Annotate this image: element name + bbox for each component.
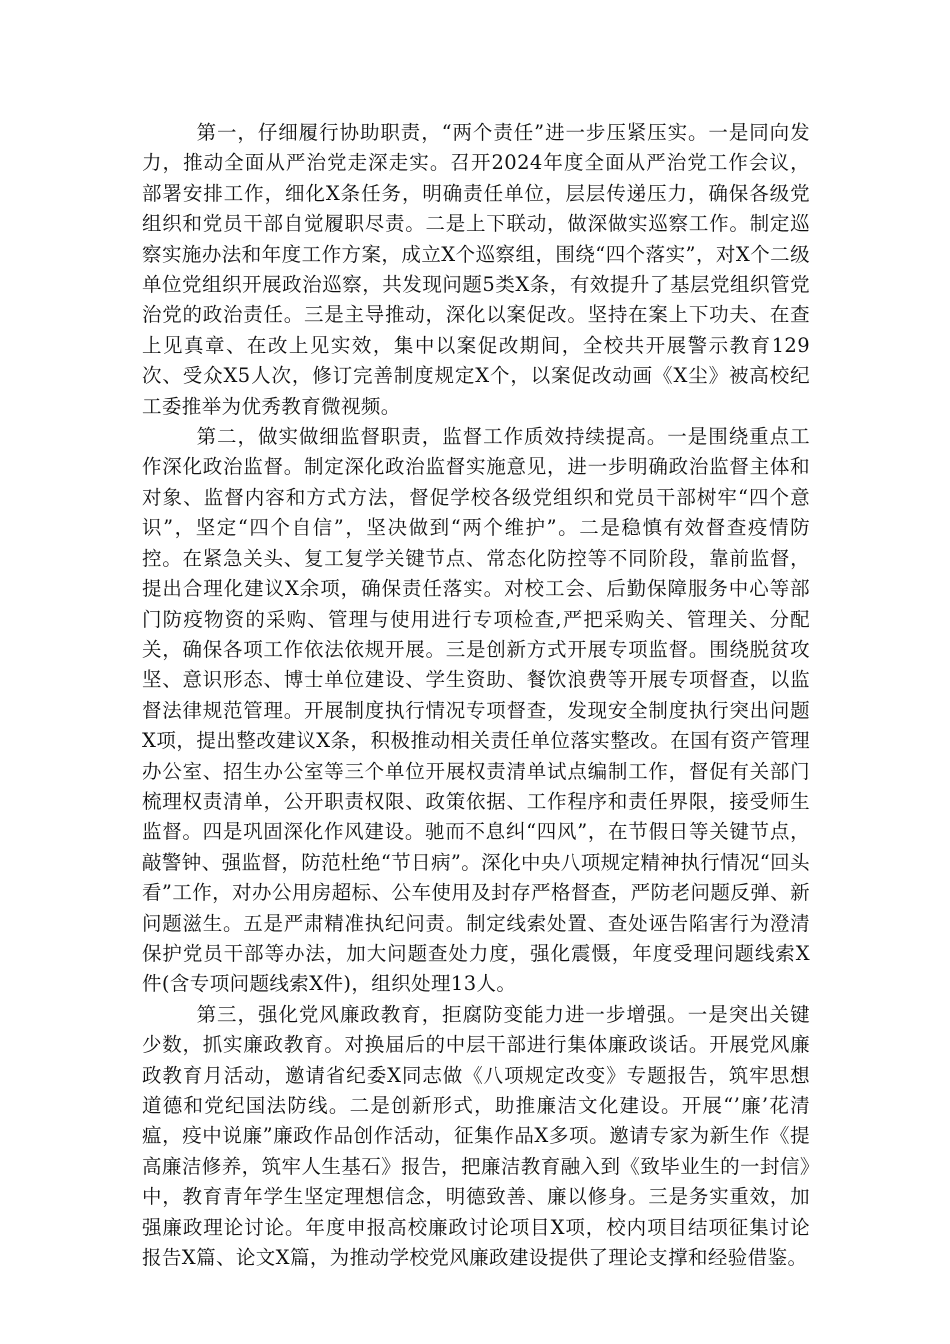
paragraph-third-education: 第三，强化党风廉政教育，拒腐防变能力进一步增强。一是突出关键少数，抓实廉政教育。对换届后的中层干部进行集体廉政谈话。开展党风廉政教育月活动，邀请省纪委X同志做《八项规定改变》专题报告，筑牢思想道德和党纪国法防线。二是创新形式，助推廉洁文化建设。开展“’廉’花清瘟，疫中说廉”廉政作品创作活动，征集作品X多项。邀请专家为新生作《提高廉洁修养，筑牢人生基石》报告，把廉洁教育融入到《致毕业生的一封信》中，教育青年学生坚定理想信念，明德致善、廉以修身。三是务实重效，加强廉政理论讨论。年度申报高校廉政讨论项目X项，校内项目结项征集讨论报告X篇、论文X篇，为推动学校党风廉政建设提供了理论支撑和经验借鉴。 (142, 1002, 810, 1270)
paragraph-second-supervision: 第二，做实做细监督职责，监督工作质效持续提高。一是围绕重点工作深化政治监督。制定深化政治监督实施意见，进一步明确政治监督主体和对象、监督内容和方式方法，督促学校各级党组织和党员干部树牢“四个意识”，坚定“四个自信”，坚决做到“两个维护”。二是稳慎有效督查疫情防控。在紧急关头、复工复学关键节点、常态化防控等不同阶段，靠前监督，提出合理化建议X余项，确保责任落实。对校工会、后勤保障服务中心等部门防疫物资的采购、管理与使用进行专项检查,严把采购关、管理关、分配关，确保各项工作依法依规开展。三是创新方式开展专项监督。围绕脱贫攻坚、意识形态、博士单位建设、学生资助、餐饮浪费等开展专项督查，以监督法律规范管理。开展制度执行情况专项督查，发现安全制度执行突出问题X项，提出整改建议X条，积极推动相关责任单位落实整改。在国有资产管理办公室、招生办公室等三个单位开展权责清单试点编制工作，督促有关部门梳理权责清单，公开职责权限、政策依据、工作程序和责任界限，接受师生监督。四是巩固深化作风建设。驰而不息纠“四风”，在节假日等关键节点，敲警钟、强监督，防范杜绝“节日病”。深化中央八项规定精神执行情况“回头看”工作，对办公用房超标、公车使用及封存严格督查，严防老问题反弹、新问题滋生。五是严肃精准执纪问责。制定线索处置、查处诬告陷害行为澄清保护党员干部等办法，加大问题查处力度，强化震慑，年度受理问题线索X件(含专项问题线索X件)，组织处理13人。 (142, 425, 810, 996)
paragraph-first-duty: 第一，仔细履行协助职责，“两个责任”进一步压紧压实。一是同向发力，推动全面从严治党走深走实。召开2024年度全面从严治党工作会议，部署安排工作，细化X条任务，明确责任单位，层层传递压力，确保各级党组织和党员干部自觉履职尽责。二是上下联动，做深做实巡察工作。制定巡察实施办法和年度工作方案，成立X个巡察组，围绕“四个落实”，对X个二级单位党组织开展政治巡察，共发现问题5类X条，有效提升了基层党组织管党治党的政治责任。三是主导推动，深化以案促改。坚持在案上下功夫、在查上见真章、在改上见实效，集中以案促改期间，全校共开展警示教育129次、受众X5人次，修订完善制度规定X个，以案促改动画《X尘》被高校纪工委推举为优秀教育微视频。 (142, 121, 810, 418)
document-body (142, 118, 810, 1273)
